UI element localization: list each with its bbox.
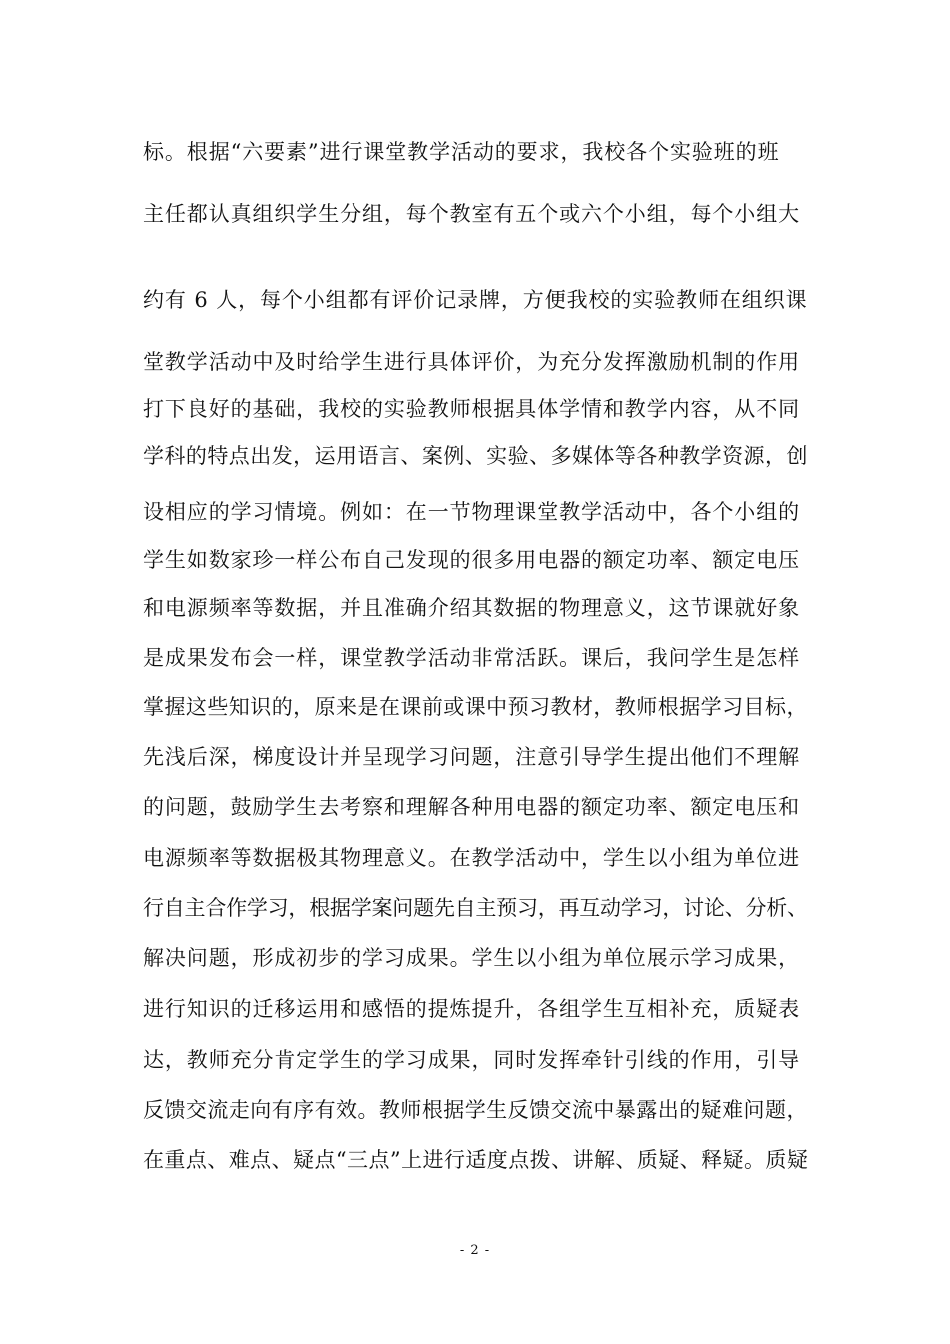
paragraph-line: 的问题，鼓励学生去考察和理解各种用电器的额定功率、额定电压和: [143, 795, 800, 819]
paragraph-line: 和电源频率等数据，并且准确介绍其数据的物理意义，这节课就好象: [143, 596, 800, 620]
paragraph-line: 在重点、难点、疑点“三点”上进行适度点拨、讲解、质疑、释疑。质疑: [143, 1148, 809, 1172]
paragraph-line: 打下良好的基础，我校的实验教师根据具体学情和教学内容，从不同: [143, 397, 800, 421]
paragraph-line: 学科的特点出发，运用语言、案例、实验、多媒体等各种教学资源，创: [143, 444, 808, 468]
paragraph-line: 行自主合作学习，根据学案问题先自主预习，再互动学习，讨论、分析、: [143, 896, 808, 920]
paragraph-line: 进行知识的迁移运用和感悟的提炼提升，各组学生互相补充，质疑表: [143, 997, 800, 1021]
paragraph-line: 达，教师充分肯定学生的学习成果，同时发挥牵针引线的作用，引导: [143, 1048, 800, 1072]
paragraph-line: 约有 6 人，每个小组都有评价记录牌，方便我校的实验教师在组织课: [143, 288, 808, 312]
paragraph-line: 反馈交流走向有序有效。教师根据学生反馈交流中暴露出的疑难问题，: [143, 1098, 808, 1122]
paragraph-line: 学生如数家珍一样公布自己发现的很多用电器的额定功率、额定电压: [143, 548, 800, 572]
paragraph-line: 解决问题，形成初步的学习成果。学生以小组为单位展示学习成果，: [143, 946, 800, 970]
paragraph-line: 设相应的学习情境。例如：在一节物理课堂教学活动中，各个小组的: [143, 500, 800, 524]
paragraph-line: 主任都认真组织学生分组，每个教室有五个或六个小组，每个小组大: [143, 202, 800, 226]
paragraph-line: 电源频率等数据极其物理意义。在教学活动中，学生以小组为单位进: [143, 846, 800, 870]
paragraph-line: 掌握这些知识的，原来是在课前或课中预习教材，教师根据学习目标，: [143, 695, 808, 719]
paragraph-line: 先浅后深，梯度设计并呈现学习问题，注意引导学生提出他们不理解: [143, 745, 800, 769]
page-number: - 2 -: [459, 1243, 491, 1258]
paragraph-line: 是成果发布会一样，课堂教学活动非常活跃。课后，我问学生是怎样: [143, 646, 800, 670]
paragraph-line: 标。根据“六要素”进行课堂教学活动的要求，我校各个实验班的班: [143, 140, 780, 164]
paragraph-line: 堂教学活动中及时给学生进行具体评价，为充分发挥激励机制的作用: [143, 350, 800, 374]
